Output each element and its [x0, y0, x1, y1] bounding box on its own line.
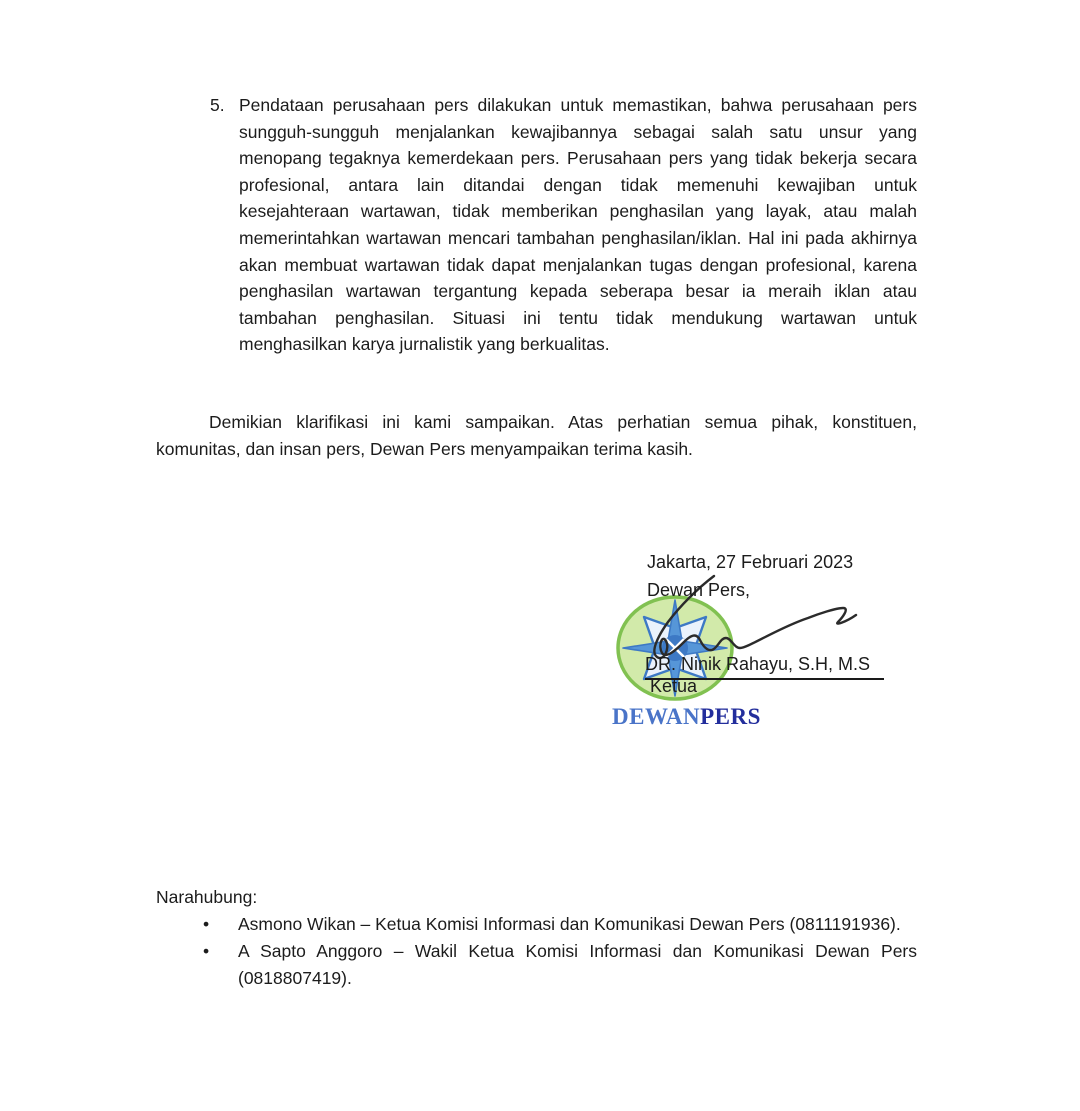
contact-text: A Sapto Anggoro – Wakil Ketua Komisi Informasi dan Komunikasi Dewan Pers (0818807419). [238, 941, 917, 988]
contact-item [203, 938, 917, 992]
place-date-line: Jakarta, 27 Februari 2023 [647, 552, 854, 572]
dewanpers-logo-text [612, 704, 761, 730]
contact-item [203, 911, 917, 938]
signer-title: Ketua [650, 676, 698, 696]
paragraph-5-text: Pendataan perusahaan pers dilakukan untuk memastikan, bahwa perusahaan pers sungguh-sungguh menjalankan kewajibannya sebagai salah satu unsur yang menopang tegaknya kemerdekaan pers. Perusahaan pers yang tidak bekerja secara profesional, antara lain ditandai dengan tidak memenuhi kewajiban untuk kesejahteraan wartawan, tidak memberikan penghasilan yang layak, atau malah memerintahkan wartawan mencari tambahan penghasilan/iklan. Hal ini pada akhirnya akan membuat wartawan tidak dapat menjalankan tugas dengan profesional, karena penghasilan wartawan tergantung kepada seberapa besar ia meraih iklan atau tambahan penghasilan. Situasi ini tentu tidak mendukung wartawan untuk menghasilkan karya jurnalistik yang berkualitas. [239, 95, 917, 355]
logo-text-dewan: DEWAN [612, 704, 701, 729]
organization-line: Dewan Pers, [647, 580, 751, 600]
numbered-paragraph-5 [210, 92, 917, 358]
contacts-heading: Narahubung: [156, 887, 258, 907]
contact-text: Asmono Wikan – Ketua Komisi Informasi dan Komunikasi Dewan Pers (0811191936). [238, 914, 901, 934]
bullet-marker: • [203, 914, 210, 934]
signer-name: DR. Ninik Rahayu, S.H, M.S [645, 652, 884, 680]
contacts-list [203, 911, 917, 992]
logo-text-pers: PERS [700, 704, 761, 729]
closing-paragraph: Demikian klarifikasi ini kami sampaikan. Atas perhatian semua pihak, konstituen, komunitas, dan insan pers, Dewan Pers menyampaikan terima kasih. [156, 412, 917, 459]
list-number: 5. [210, 95, 225, 115]
bullet-marker: • [203, 941, 210, 961]
